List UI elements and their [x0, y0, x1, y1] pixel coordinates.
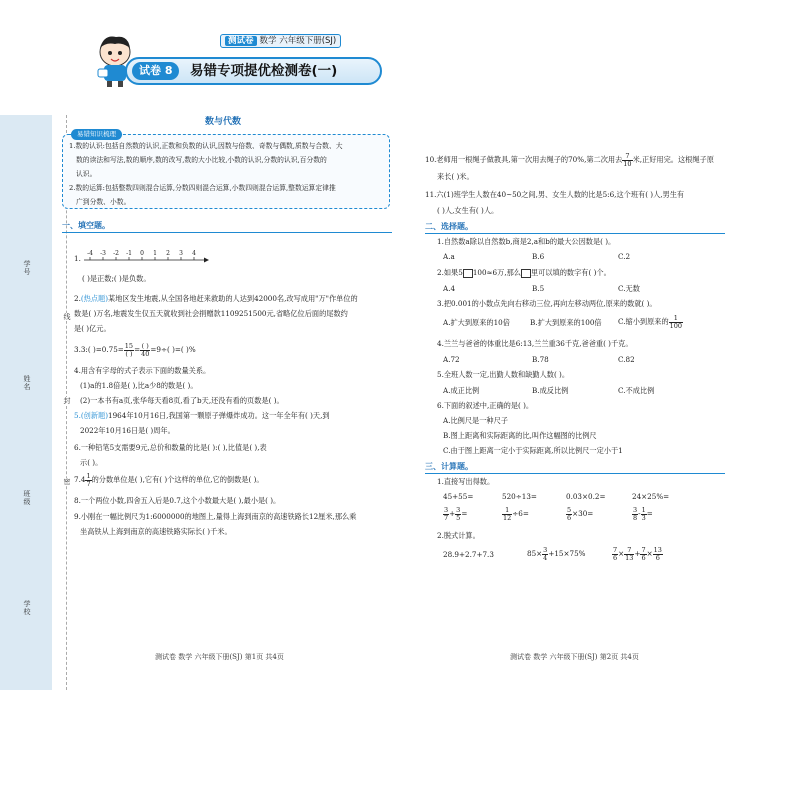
paper-number: 试卷 8 — [132, 62, 179, 80]
binding-strip — [0, 115, 52, 690]
cut-char-line: 线 — [63, 313, 71, 321]
k1-item: 45+55= — [443, 492, 474, 501]
c3-option-a: A.扩大到原来的10倍 — [443, 318, 510, 327]
q7 — [74, 472, 264, 488]
k1-item: 0.03×0.2= — [566, 492, 606, 501]
c1-option-b: B.6 — [532, 252, 545, 261]
q11-line1: 11.六(1)班学生人数在40~50之间,男、女生人数的比是5:6,这个班有( )人,男生有 — [425, 190, 685, 199]
c5-option-c: C.不成比例 — [618, 386, 655, 395]
footer-right: 测试卷 数学 六年级下册(SJ) 第2页 共4页 — [510, 653, 639, 661]
c2-option-c: C.无数 — [618, 284, 640, 293]
k1-fraction: $\frac{3}{8}$ — [633, 505, 638, 522]
k2-expr-1: 28.9+2.7+7.3 — [443, 550, 494, 559]
k1-fraction: $\frac{3}{5}$ — [456, 505, 461, 522]
q3-part: =9÷( )=( )% — [150, 345, 196, 354]
number-line-label: -2 — [113, 250, 119, 257]
side-label-school: 学校 — [23, 600, 31, 616]
title-bar — [125, 57, 382, 85]
k1-item: $\frac{3}{7}$ + $\frac{3}{5}$ = — [444, 505, 468, 522]
c2-part: 100≈6万,那么 — [472, 268, 521, 277]
q2-line1: 2.(热点题)某地区发生地震,从全国各地赶来救助的人达到42000名,改写成用"万"作单位的 — [74, 294, 358, 303]
number-line-label: 3 — [179, 250, 183, 257]
q2-line3: 是( )亿元。 — [74, 324, 111, 333]
k2-fraction: $\frac{3}{4}$ — [543, 545, 548, 562]
k1-item: $\frac{5}{6}$ ×30= — [567, 505, 594, 522]
q6-line2: 示( )。 — [80, 458, 103, 467]
k1-item: 520÷13= — [502, 492, 537, 501]
q2-line2: 数是( )万名,地震发生仅五天就收到社会捐赠款1109251500元,省略亿位后面的尾数约 — [74, 309, 348, 318]
knowledge-line: 认识。 — [76, 170, 97, 178]
knowledge-box — [62, 130, 390, 209]
q5-line1 — [74, 411, 330, 421]
q10-line2: 来长( )米。 — [437, 172, 474, 181]
section-calculation: 三、计算题。 — [425, 462, 473, 471]
c3-option-c-text: C.缩小到原来的 — [618, 317, 669, 326]
section-rule — [425, 233, 725, 234]
side-label-name: 姓名 — [23, 375, 31, 391]
c2-blank-box — [521, 269, 531, 278]
number-line-label: 1 — [153, 250, 157, 257]
series-tag: 测试卷 — [225, 36, 257, 46]
side-label-student-no: 学号 — [23, 260, 31, 276]
q10-line1 — [425, 152, 714, 168]
section-fill-in: 一、填空题。 — [62, 221, 110, 230]
q9-line2: 坐高铁从上海到南京的高速铁路实际长( )千米。 — [80, 527, 232, 536]
knowledge-line: 2.数的运算:包括整数四则混合运算,分数四则混合运算,小数四则混合运算,整数运算定律推 — [69, 184, 336, 192]
c2-part: 2.如果5 — [437, 268, 463, 277]
cut-char-secret: 密 — [63, 478, 71, 486]
c6: 6.下面的叙述中,正确的是( )。 — [437, 401, 534, 410]
series-text: 数学 六年级下册(SJ) — [259, 36, 337, 46]
section-title: 数与代数 — [205, 117, 242, 127]
q3-part: 3.3:( )=0.75= — [74, 345, 124, 354]
k2-fraction: $\frac{7}{6}$ — [613, 545, 618, 562]
k1-item: 24×25%= — [632, 492, 670, 501]
k1-item: $\frac{1}{12}$ ÷6= — [503, 505, 529, 522]
q5-text: 1964年10月16日,我国第一颗原子弹爆炸成功。这一年全年有( )天,到 — [108, 411, 330, 420]
k1-item: $\frac{3}{8}$ - $\frac{1}{3}$ = — [633, 505, 653, 522]
number-line-arrow — [204, 258, 209, 263]
q3-part: = — [134, 345, 141, 354]
q11-line2: ( )人,女生有( )人。 — [437, 206, 499, 215]
q10-fraction: $\frac{7}{10}$ — [623, 151, 632, 168]
k2-expr-2: 85× $\frac{3}{4}$ +15×75% — [527, 545, 586, 562]
q2-text: 某地区发生地震,从全国各地赶来救助的人达到42000名,改写成用"万"作单位的 — [108, 294, 358, 303]
c3-fraction: $\frac{1}{100}$ — [669, 313, 683, 330]
k2-fraction: $\frac{7}{6}$ — [641, 545, 646, 562]
knowledge-line: 广到分数、小数。 — [76, 198, 131, 206]
knowledge-tag: 易错知识梳理 — [71, 129, 122, 140]
k1-fraction: $\frac{5}{6}$ — [567, 505, 572, 522]
c1: 1.自然数a除以自然数b,商是2,a和b的最大公因数是( )。 — [437, 237, 616, 246]
c4-option-c: C.82 — [618, 355, 635, 364]
number-line-label: 2 — [166, 250, 170, 257]
paper-header — [87, 32, 387, 112]
c4-option-a: A.72 — [443, 355, 460, 364]
number-line-label: 4 — [192, 250, 196, 257]
q8: 8.一个两位小数,四舍五入后是0.7,这个小数最大是( ),最小是( )。 — [74, 496, 281, 505]
paper-title: 易错专项提优检测卷(一) — [190, 63, 338, 79]
q3-fraction-1: $\frac{15}{( )}$ — [124, 341, 134, 358]
c2-blank-box — [463, 269, 473, 278]
c3-option-c — [618, 314, 683, 330]
q3-fraction-2: $\frac{( )}{40}$ — [141, 341, 150, 358]
c2-part: 里可以填的数字有( )个。 — [530, 268, 611, 277]
c2-option-b: B.5 — [532, 284, 545, 293]
c2 — [437, 268, 611, 278]
k2-fraction: $\frac{13}{6}$ — [653, 545, 662, 562]
footer-left: 测试卷 数学 六年级下册(SJ) 第1页 共4页 — [155, 653, 284, 661]
q3 — [74, 342, 196, 358]
cut-char-seal: 封 — [63, 397, 71, 405]
k2-fraction: $\frac{7}{13}$ — [625, 545, 634, 562]
q4-line2: (1)a的1.8倍是( ),比a少8的数是( )。 — [80, 381, 198, 390]
c3-option-b: B.扩大到原来的100倍 — [530, 318, 602, 327]
number-line-label: -4 — [87, 250, 93, 257]
k1-fraction: $\frac{1}{12}$ — [503, 505, 512, 522]
q10-part: 米,正好用完。这根绳子原 — [632, 155, 714, 164]
q2-tag: (热点题) — [80, 294, 109, 303]
number-line-label: 0 — [140, 250, 144, 257]
q5-tag: 5.(创新题) — [74, 411, 109, 420]
knowledge-line: 1.数的认识:包括自然数的认识,正数和负数的认识,因数与倍数、奇数与偶数,质数与合数、大 — [69, 142, 343, 150]
c3: 3.把0.001的小数点先向右移动三位,再向左移动两位,原来的数就( )。 — [437, 299, 657, 308]
series-badge — [220, 34, 341, 48]
q7-part: 的分数单位是( ),它有( )个这样的单位,它的倒数是( )。 — [91, 475, 264, 484]
q9-line1: 9.小刚在一幅比例尺为1:6000000的地图上,量得上海到南京的高速铁路长12厘米,那么乘 — [74, 512, 357, 521]
section-rule — [62, 232, 392, 233]
c4-option-b: B.78 — [532, 355, 549, 364]
q7-part: 7.4 — [74, 475, 86, 484]
c6-option-b: B.图上距离和实际距离的比,叫作这幅图的比例尺 — [443, 431, 597, 440]
c4: 4.兰兰与爸爸的体重比是6:13,兰兰重36千克,爸爸重( )千克。 — [437, 339, 633, 348]
c6-option-c: C.由于图上距离一定小于实际距离,所以比例尺一定小于1 — [443, 446, 623, 455]
q5-line2: 2022年10月16日是( )周年。 — [80, 426, 175, 435]
k1: 1.直接写出得数。 — [437, 477, 495, 486]
q6-line1: 6.一种铅笔5支需要9元,总价和数量的比是( ):( ),比值是( ),表 — [74, 443, 267, 452]
number-line-label: -1 — [126, 250, 132, 257]
side-label-class: 班级 — [23, 490, 31, 506]
q7-fraction: $\frac{1}{7}$ — [86, 471, 91, 488]
k1-fraction: $\frac{1}{3}$ — [641, 505, 646, 522]
q4-line1: 4.用含有字母的式子表示下面的数量关系。 — [74, 366, 211, 375]
c1-option-a: A.a — [443, 252, 455, 261]
section-choice: 二、选择题。 — [425, 222, 473, 231]
c5: 5.全班人数一定,出勤人数和缺勤人数( )。 — [437, 370, 570, 379]
q10-part: 10.老师用一根绳子做教具,第一次用去绳子的70%,第二次用去 — [425, 155, 623, 164]
section-rule — [425, 473, 725, 474]
knowledge-line: 数的读法和写法,数的顺序,数的改写,数的大小比较,小数的认识,分数的认识,百分数的 — [76, 156, 327, 164]
q1-text: ( )是正数;( )是负数。 — [82, 274, 151, 283]
k2-expr-3: $\frac{7}{6}$ × $\frac{7}{13}$ + $\frac{7}{6}$ × $\frac{13}{6}$ — [613, 545, 662, 562]
c2-option-a: A.4 — [443, 284, 456, 293]
q4-line3: (2)一本书有a页,张华每天看8页,看了b天,还没有看的页数是( )。 — [80, 396, 284, 405]
c5-option-b: B.成反比例 — [532, 386, 569, 395]
number-line — [80, 246, 210, 266]
c5-option-a: A.成正比例 — [443, 386, 480, 395]
c1-option-c: C.2 — [618, 252, 631, 261]
q1-number: 1. — [74, 254, 81, 263]
k1-fraction: $\frac{3}{7}$ — [444, 505, 449, 522]
k2: 2.脱式计算。 — [437, 531, 480, 540]
c6-option-a: A.比例尺是一种尺子 — [443, 416, 508, 425]
number-line-label: -3 — [100, 250, 106, 257]
